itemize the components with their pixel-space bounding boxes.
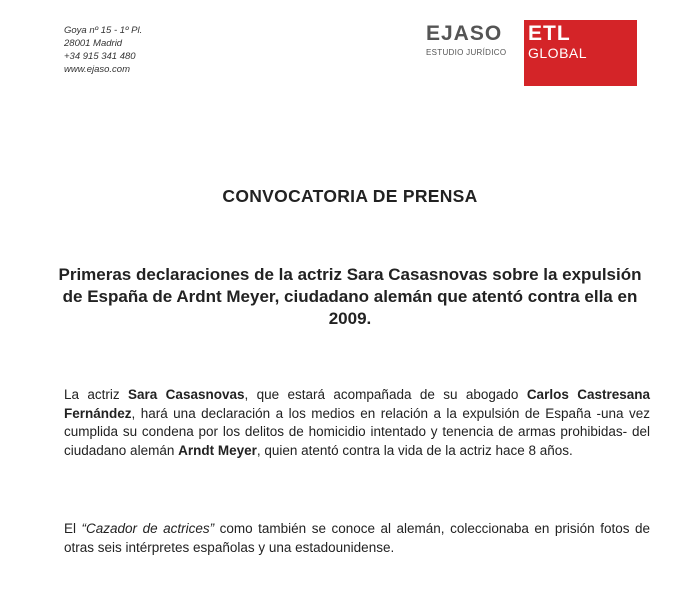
address-street: Goya nº 15 - 1º Pl. <box>64 25 143 36</box>
address-city: 28001 Madrid <box>64 38 123 49</box>
p2-text-1: El <box>64 521 82 536</box>
paragraph-1 <box>64 386 650 460</box>
address-phone: +34 915 341 480 <box>64 51 136 62</box>
sender-address <box>64 24 142 76</box>
p1-text-2: , que estará acompañada de su abogado <box>244 387 527 402</box>
p2-italic-nickname: “Cazador de actrices” <box>81 521 215 536</box>
document-heading: CONVOCATORIA DE PRENSA <box>222 186 478 206</box>
p1-bold-meyer: Arndt Meyer <box>178 442 257 458</box>
p1-bold-lawyer: Carlos Castresana Fernández <box>64 387 650 421</box>
p1-bold-actress: Sara Casasnovas <box>128 387 245 402</box>
logo-red-block <box>524 20 637 86</box>
logo-partner-suffix: GLOBAL <box>528 45 588 61</box>
logo-partner: ETL <box>528 22 571 45</box>
p1-text-3: , hará una declaración a los medios en relación a la expulsión de España -una vez cumplida su condena por los delitos de homicidio intentado y tenencia de armas prohibidas- del ciudadano alemán <box>64 405 650 458</box>
p2-text-2: como también se conoce al alemán, coleccionaba en prisión fotos de otras seis intérpretes españolas y una estadounidense. <box>64 521 650 555</box>
p1-text-1: La actriz <box>64 387 129 402</box>
address-web: www.ejaso.com <box>64 64 130 75</box>
logo-subtitle: ESTUDIO JURÍDICO <box>426 48 507 57</box>
paragraph-2 <box>64 520 650 557</box>
press-headline: Primeras declaraciones de la actriz Sara Casasnovas sobre la expulsión de España de Ardnt Meyer, ciudadano alemán que atentó contra ella en 2009. <box>58 265 642 328</box>
logo-brand: EJASO <box>426 22 503 45</box>
ejaso-etl-logo <box>422 20 637 86</box>
p1-text-4: , quien atentó contra la vida de la actriz hace 8 años. <box>256 442 573 458</box>
